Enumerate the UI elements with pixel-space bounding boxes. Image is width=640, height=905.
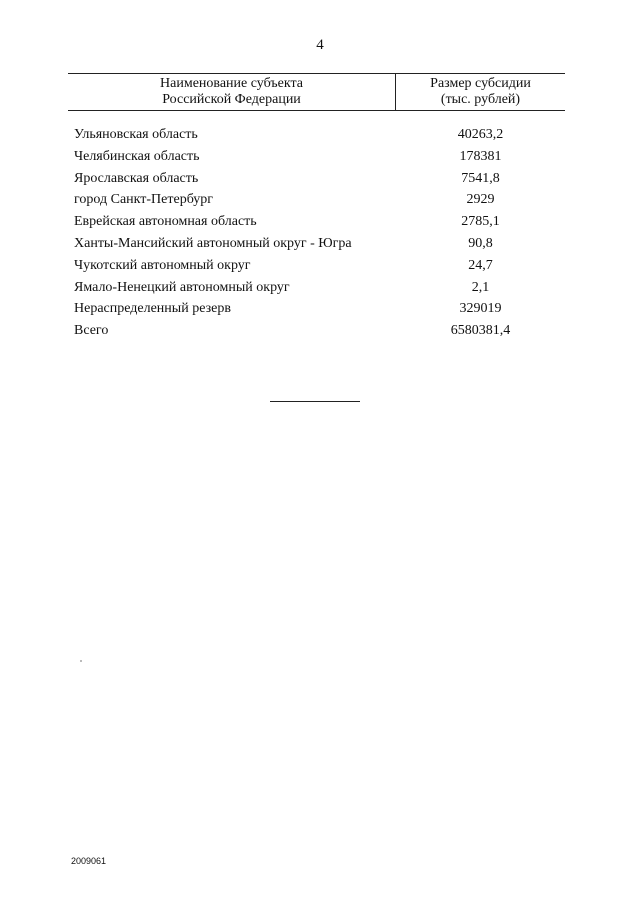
scan-speck xyxy=(80,660,82,662)
header-subsidy-amount-line2: (тыс. рублей) xyxy=(440,92,521,107)
row-subject-name: Ульяновская область xyxy=(74,127,198,142)
page-number: 4 xyxy=(316,37,324,53)
row-subsidy-value: 2,1 xyxy=(471,279,490,295)
row-subject-name: Челябинская область xyxy=(74,148,200,164)
closing-divider xyxy=(270,401,360,402)
table-row xyxy=(68,212,565,234)
row-subject-name: Ямало-Ненецкий автономный округ xyxy=(74,279,290,295)
document-code: 2009061 xyxy=(71,856,107,866)
table-row xyxy=(68,125,565,147)
table-row xyxy=(68,278,565,300)
subsidy-table-body xyxy=(68,125,565,343)
header-subsidy-amount-line1: Размер субсидии xyxy=(430,76,531,91)
table-row xyxy=(68,169,565,191)
table-row xyxy=(68,299,565,321)
row-subsidy-value: 7541,8 xyxy=(461,170,500,186)
table-row xyxy=(68,256,565,278)
table-row xyxy=(68,190,565,212)
header-subsidy-amount xyxy=(396,76,565,108)
row-subsidy-value: 329019 xyxy=(459,301,502,317)
row-subject-name: Всего xyxy=(74,323,109,339)
row-subject-name: Чукотский автономный округ xyxy=(74,257,251,273)
row-subsidy-value: 2785,1 xyxy=(461,214,500,230)
header-subject-name xyxy=(68,76,395,108)
row-subsidy-value: 24,7 xyxy=(468,257,493,273)
row-subsidy-value: 6580381,4 xyxy=(450,323,511,339)
row-subject-name: город Санкт-Петербург xyxy=(74,192,214,208)
table-row-total xyxy=(68,321,565,343)
row-subject-name: Ханты-Мансийский автономный округ - Югра xyxy=(74,235,352,251)
table-header-row xyxy=(68,73,565,111)
row-subsidy-value: 40263,2 xyxy=(457,127,504,142)
row-subject-name: Нераспределенный резерв xyxy=(74,301,231,317)
header-subject-name-line1: Наименование субъекта xyxy=(160,76,303,91)
row-subject-name: Еврейская автономная область xyxy=(74,214,257,230)
row-subsidy-value: 90,8 xyxy=(468,235,493,251)
row-subject-name: Ярославская область xyxy=(74,170,199,186)
table-row xyxy=(68,147,565,169)
table-row xyxy=(68,234,565,256)
subsidy-table-header xyxy=(68,73,565,111)
row-subsidy-value: 2929 xyxy=(466,192,495,208)
row-subsidy-value: 178381 xyxy=(459,148,502,164)
header-subject-name-line2: Российской Федерации xyxy=(162,92,301,107)
